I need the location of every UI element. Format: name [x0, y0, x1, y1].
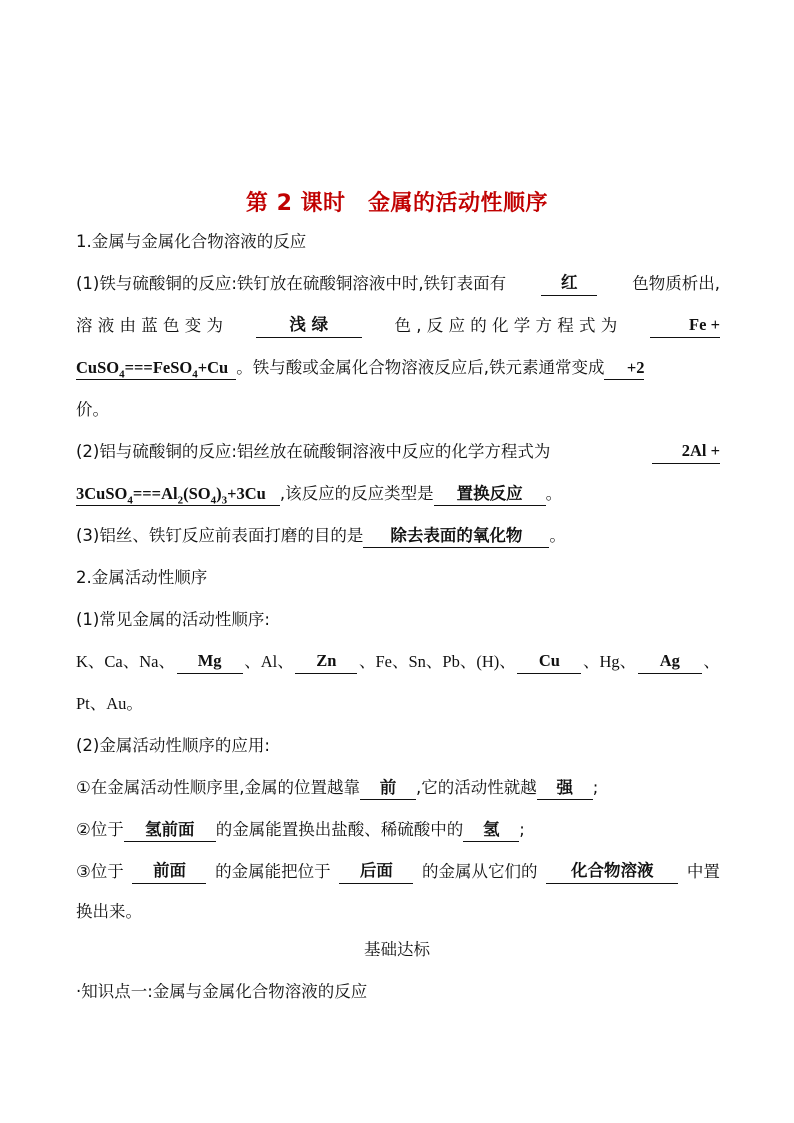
page-title: 第 2 课时 金属的活动性顺序: [245, 191, 549, 216]
s1-p1-line3: [76, 356, 720, 380]
equation-answer: $3CuSO_4===Al_2(SO_4)_3+3Cu$: [76, 483, 280, 506]
answer-blank: 除去表面的氧化物: [363, 525, 549, 548]
section-title: 基础达标: [364, 940, 430, 959]
text: ;: [592, 778, 599, 797]
s1-p2-line2: [76, 482, 720, 506]
s2-p1-heading: (1)常见金属的活动性顺序:: [76, 610, 270, 629]
answer-blank: Mg: [177, 650, 243, 674]
text: ②位于: [76, 820, 124, 839]
text: 。铁与酸或金属化合物溶液反应后,铁元素通常变成: [236, 358, 605, 377]
answer-blank: 浅 绿: [256, 314, 362, 338]
text: 中置: [686, 862, 720, 881]
answer-blank: 前: [360, 777, 416, 800]
text: 。: [545, 484, 563, 503]
s2-p2-heading: (2)金属活动性顺序的应用:: [76, 736, 270, 755]
s2-rule-1: [76, 776, 720, 800]
answer-blank: 2Al +: [652, 440, 720, 464]
s1-p1-line4: 价。: [76, 400, 109, 419]
s1-p1-line1: [76, 272, 720, 296]
activity-order-line2: Pt、Au。: [76, 694, 143, 713]
section-1-heading: 1.金属与金属化合物溶液的反应: [76, 232, 307, 251]
answer-blank: Cu: [517, 650, 581, 674]
text: ①在金属活动性顺序里,金属的位置越靠: [76, 778, 361, 797]
s2-rule-2: [76, 818, 720, 842]
text: (1)铁与硫酸铜的反应:铁钉放在硫酸铜溶液中时,铁钉表面有: [76, 274, 507, 293]
text: 的金属能把位于: [215, 862, 331, 881]
answer-blank: 红: [541, 272, 597, 296]
answer-blank: 氢前面: [124, 819, 216, 842]
text: 色物质析出,: [632, 274, 720, 293]
s2-rule-3-cont: 换出来。: [76, 902, 142, 921]
text: 、Hg、: [583, 652, 637, 671]
answer-blank: Zn: [295, 650, 357, 674]
s1-p2-line1: [76, 440, 720, 464]
answer-blank: Fe +: [650, 314, 720, 338]
answer-blank: Ag: [638, 650, 702, 674]
activity-order-line1: [76, 650, 720, 674]
text: 、Al、: [244, 652, 294, 671]
text: 溶 液 由 蓝 色 变 为: [76, 316, 223, 335]
answer-blank: 前面: [132, 860, 206, 884]
s1-p1-line2: [76, 314, 720, 338]
text: 。: [549, 526, 566, 545]
text: ,它的活动性就越: [416, 778, 537, 797]
text: 的金属能置换出盐酸、稀硫酸中的: [215, 820, 464, 839]
text: 色 , 反 应 的 化 学 方 程 式 为: [394, 316, 618, 335]
answer-blank: 置换反应: [434, 483, 546, 506]
s2-rule-3: [76, 860, 720, 884]
text: ,该反应的反应类型是: [279, 484, 434, 503]
text: (3)铝丝、铁钉反应前表面打磨的目的是: [76, 526, 364, 545]
answer-blank: 后面: [339, 860, 413, 884]
answer-blank: +2: [604, 357, 644, 380]
text: ;: [519, 820, 525, 839]
answer-blank: 氢: [463, 819, 519, 842]
equation-answer: CuSO$_4$===FeSO$_4$+Cu: [76, 357, 236, 380]
answer-blank: 强: [537, 777, 593, 800]
section-2-heading: 2.金属活动性顺序: [76, 568, 208, 587]
knowledge-point: ·知识点一:金属与金属化合物溶液的反应: [76, 982, 368, 1001]
text: 、Fe、Sn、Pb、(H)、: [358, 652, 516, 671]
text: ③位于: [76, 862, 124, 881]
text: (2)铝与硫酸铜的反应:铝丝放在硫酸铜溶液中反应的化学方程式为: [76, 442, 551, 461]
text: 的金属从它们的: [422, 862, 538, 881]
answer-blank: 化合物溶液: [546, 860, 678, 884]
s1-p3-line1: [76, 524, 720, 548]
text: K、Ca、Na、: [76, 652, 175, 671]
text: 、: [703, 652, 720, 671]
